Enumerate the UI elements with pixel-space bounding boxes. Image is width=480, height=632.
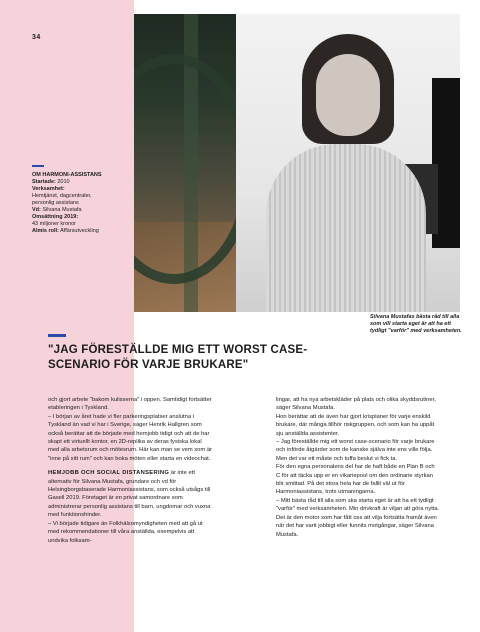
sidebar-title: OM HARMONI-ASSISTANS xyxy=(32,172,102,178)
paragraph: – Mitt bästa råd till alla som ska starta eget är att ha ett tydligt "varför" med verksamheten. Min drivkraft är viljan att göra nytta. Det är den motor som har fått oss att vilja fortsätta framåt även när det har varit jobbigt eller funnits motgångar, säger Silvana Mustafa. xyxy=(276,497,440,538)
fact-label: Verksamhet: xyxy=(32,186,65,192)
paragraph: – Vi började tidigare än Folkhälsomyndigheten med att gå ut med rekommendationer till våra anställda, exempelvis att undvika folksam- xyxy=(48,520,203,544)
fact-label: Vd: xyxy=(32,207,41,213)
sidebar-accent-line xyxy=(32,165,44,167)
headline-accent-line xyxy=(48,334,66,337)
paragraph: – Jag föreställde mig ett worst case-scenario för varje brukare och införde åtgärder som de kanske själva inte ens ville följa. Men det var ett måste och tuffa beslut vi fick ta. xyxy=(276,439,435,462)
paragraph: Hon berättar att de även har gjort krisplaner för varje enskild brukare, där många tillhör riskgruppen, och som kan ha uppåt sju anställda assistenter. xyxy=(276,413,435,437)
fact-label: Almis roll: xyxy=(32,228,59,234)
section-lead-in: HEMJOBB OCH SOCIAL DISTANSERING xyxy=(48,470,170,477)
fact-label: Startade: xyxy=(32,179,56,185)
paragraph-text: är inte ett alternativ för Silvana Mustafa, grundare och vd för Helsingborgsbaserade Harmoniassistans, som också utsågs till Gasell 2019. Företaget är en privat samordnare som administrerar personlig assistans till barn, ungdomar och vuxna med funktionshinder. xyxy=(48,470,211,519)
paragraph: – I början av året hade vi fler parkeringsplatser anslutna i Tyskland än vad vi har i Sverige, säger Henrik Hallgren som också berättar att de började med hemjobb tidigt och att de har skapt ett virtuellt kontor, en 2D-replika av deras fysiska lokal med alla arbetsrum och mötesrum. Här kan man se vem som är "inne på sitt rum" och kan boka möten eller starta en videochat. xyxy=(48,413,212,462)
fact-value: Hemtjänst, dagcentraler, personlig assistans xyxy=(32,193,92,206)
fact-value: Silvana Mustafa xyxy=(42,207,82,213)
fact-value: 2010 xyxy=(57,179,70,185)
wheel-shape xyxy=(134,54,236,284)
fact-value: 43 miljoner kronor xyxy=(32,221,77,227)
paragraph xyxy=(48,469,212,519)
paragraph: För den egna personalens del har de haft både en Plan B och C för att täcka upp er en vikariepool om den ordinarie styrkan blir smittad. På det stora hela har de fallit väl ut för Harmoniassistans, trots utmaningarna. xyxy=(276,464,435,496)
page-number: 34 xyxy=(32,34,41,41)
portrait-photo xyxy=(236,14,460,312)
fact-label: Omsättning 2019: xyxy=(32,214,79,220)
fact-row xyxy=(32,214,112,228)
fact-value: Affärsutveckling xyxy=(60,228,99,234)
shirt-shape xyxy=(266,144,426,312)
fact-row xyxy=(32,186,112,207)
fact-row xyxy=(32,179,112,186)
fact-row xyxy=(32,228,112,235)
company-facts-box xyxy=(32,165,112,235)
face-shape xyxy=(316,54,380,136)
body-column-left xyxy=(48,396,212,545)
fact-row xyxy=(32,207,112,214)
article-headline: "JAG FÖRESTÄLLDE MIG ETT WORST CASE-SCENARIO FÖR VARJE BRUKARE" xyxy=(48,344,308,371)
paragraph: och gjort arbete "bakom kulisserna" i oppen. Samtidigt fortsätter etableringen i Tyskland. xyxy=(48,397,212,412)
body-column-right xyxy=(276,396,440,539)
wheelchair-photo xyxy=(134,14,236,312)
photo-caption: Silvana Mustafas bästa råd till alla som vill starta eget är att ha ett tydligt "varför" med verksamheten. xyxy=(370,314,462,334)
paragraph: lingar, att ha nya arbetskläder på plats och olika skyddsrutiner, säger Silvana Mustafa. xyxy=(276,397,436,412)
